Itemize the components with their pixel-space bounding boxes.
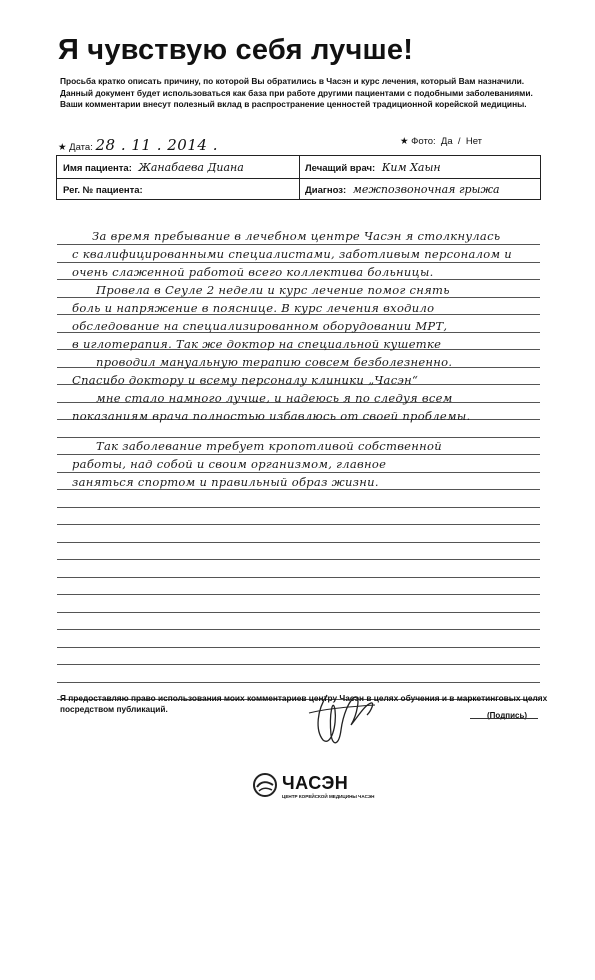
handwritten-line: Спасибо доктору и всему персоналу клиники „Часэн“ — [72, 373, 419, 387]
handwritten-line: в иглотерапия. Так же доктор на специальной кушетке — [72, 337, 442, 351]
chasen-logo-icon — [252, 772, 278, 798]
handwritten-line: Так заболевание требует кропотливой собственной — [96, 439, 442, 453]
date-value: 28 . 11 . 2014 . — [95, 136, 218, 154]
handwritten-line: мне стало намного лучше, и надеюсь я по следуя всем — [96, 391, 453, 405]
handwritten-line: заняться спортом и правильный образ жизни. — [72, 475, 379, 489]
ruled-line — [57, 594, 540, 595]
ruled-line — [57, 682, 540, 683]
handwritten-line: работы, над собой и своим организмом, главное — [72, 457, 387, 471]
handwritten-line: боль и напряжение в пояснице. В курс лечения входило — [72, 301, 435, 315]
ruled-line — [57, 489, 540, 490]
handwritten-line: обследование на специализированном оборудовании МРТ, — [72, 319, 448, 333]
patient-name-value: Жанабаева Диана — [138, 161, 244, 174]
photo-no: Нет — [465, 136, 483, 147]
intro-line: Просьба кратко описать причину, по которой Вы обратились в Часэн и курс лечения, который Вам назначили. — [60, 76, 525, 86]
patient-name-label: Имя пациента: — [63, 163, 132, 174]
page-title: Я чувствую себя лучше! — [58, 34, 414, 66]
diagnosis-cell — [305, 183, 500, 196]
logo-subtitle: ЦЕНТР КОРЕЙСКОЙ МЕДИЦИНЫ ЧАСЭН — [282, 794, 375, 799]
reg-number-cell — [63, 183, 147, 196]
ruled-line — [57, 612, 540, 613]
ruled-line — [57, 664, 540, 665]
date-label: ★ Дата: — [58, 142, 93, 153]
handwritten-line: очень слаженной работой всего коллектива больницы. — [72, 265, 434, 279]
ruled-line — [57, 507, 540, 508]
handwritten-line: проводил мануальную терапию совсем безболезненно. — [96, 355, 453, 369]
ruled-line — [57, 559, 540, 560]
intro-line: Данный документ будет использоваться как база при работе другими пациентами с подобными заболеваниями. — [60, 87, 533, 98]
ruled-line — [57, 647, 540, 648]
ruled-line — [57, 577, 540, 578]
photo-field — [400, 136, 482, 147]
logo-name: ЧАСЭН — [282, 773, 349, 793]
date-field — [58, 136, 218, 154]
ruled-line — [57, 454, 540, 455]
photo-yes: Да — [440, 136, 453, 147]
ruled-line — [57, 262, 540, 263]
signature-label: (Подпись) — [487, 711, 528, 720]
handwritten-line: с квалифицированными специалистами, заботливым персоналом и — [72, 247, 513, 261]
doctor-value: Ким Хаын — [381, 161, 441, 174]
handwritten-line: показаниям врача полностью избавлюсь от своей проблемы. — [72, 409, 471, 423]
diagnosis-label: Диагноз: — [305, 185, 347, 196]
ruled-line — [57, 472, 540, 473]
intro-text — [60, 76, 560, 111]
consent-text: Я предоставляю право использования моих комментариев центру Часэн в целях обучения и в маркетинговых целях посредством публикаций. — [60, 693, 548, 714]
handwritten-line: Провела в Сеуле 2 недели и курс лечение помог снять — [96, 283, 450, 297]
photo-label: ★ Фото: — [400, 136, 436, 147]
doctor-cell — [305, 161, 441, 174]
signature-line — [470, 718, 538, 719]
ruled-line — [57, 542, 540, 543]
diagnosis-value: межпозвоночная грыжа — [352, 183, 500, 196]
intro-line: Ваши комментарии внесут полезный вклад в распространение ценностей традиционной корейской медицины. — [60, 99, 527, 109]
signature-image — [305, 685, 385, 755]
reg-number-label: Рег. № пациента: — [63, 185, 143, 196]
ruled-line — [57, 524, 540, 525]
ruled-line — [57, 244, 540, 245]
patient-form-table — [56, 155, 541, 200]
ruled-line — [57, 279, 540, 280]
patient-name-cell — [63, 161, 244, 174]
photo-separator: / — [457, 136, 461, 147]
doctor-label: Лечащий врач: — [305, 163, 376, 174]
ruled-line — [57, 437, 540, 438]
handwritten-line: За время пребывание в лечебном центре Часэн я столкнулась — [92, 229, 501, 243]
ruled-line — [57, 629, 540, 630]
